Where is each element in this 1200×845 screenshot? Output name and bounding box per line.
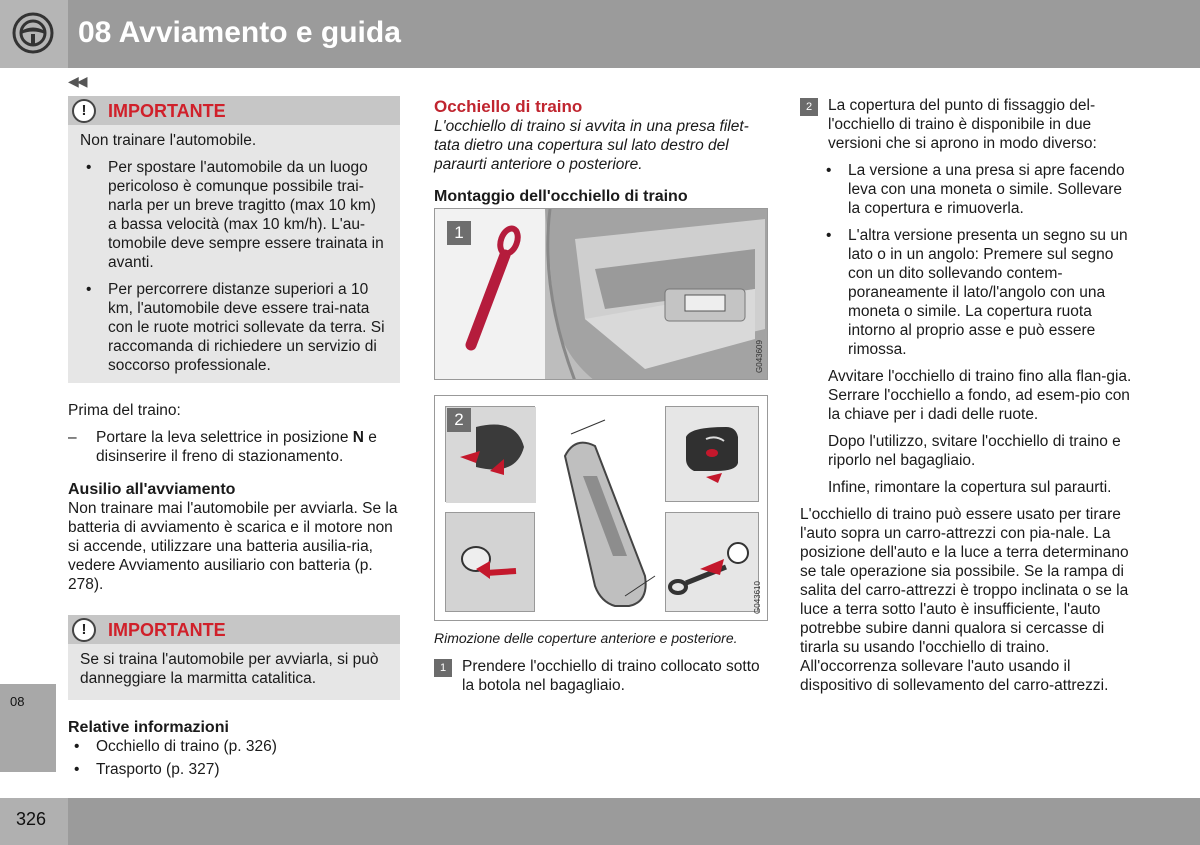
car-top-view-icon	[545, 406, 665, 616]
cover-version-list	[820, 161, 1132, 359]
figure-2	[434, 395, 768, 621]
paragraph: Avvitare l'occhiello di traino fino alla flan-gia. Serrare l'occhiello a fondo, ad esem-pio con la chiave per i dadi delle ruote.	[828, 368, 1132, 423]
important-title: IMPORTANTE	[108, 101, 226, 121]
column-left	[68, 96, 400, 779]
warning-icon: !	[72, 99, 96, 123]
steering-wheel-icon	[12, 12, 54, 54]
dash-item-pre: Portare la leva selettrice in posizione	[96, 429, 353, 446]
step-2	[800, 96, 1132, 153]
warning-icon: !	[72, 618, 96, 642]
rear-cover-illustration	[666, 407, 760, 503]
related-link[interactable]: • Occhiello di traino (p. 326)	[68, 737, 400, 756]
bullet-item: • La versione a una presa si apre facendo leva con una moneta o simile. Sollevare la copertura e rimuoverla.	[820, 161, 1132, 218]
front-eye-illustration	[446, 513, 536, 613]
important-header	[68, 615, 400, 644]
bullet-item: • L'altra versione presenta un segno su un lato o in un angolo: Premere sul segno con un dito sollevando contem-poraneamente il lato/l'angolo con una moneta o simile. La copertura ruota intorno al proprio asse e può essere rimossa.	[820, 226, 1132, 359]
bullet-item: • Per percorrere distanze superiori a 10 km, l'automobile deve essere trai-nata con le ruote motrici sollevate da terra. Si raccomanda di richiedere un servizio di soccorso professionale.	[80, 280, 388, 375]
start-help-heading: Ausilio all'avviamento	[68, 481, 236, 498]
column-right	[800, 96, 1132, 695]
important-box-1	[68, 96, 400, 383]
front-eye-panel	[445, 512, 535, 612]
step-text: Prendere l'occhiello di traino collocato sotto la botola nel bagagliaio.	[462, 658, 760, 694]
paragraph: Dopo l'utilizzo, svitare l'occhiello di traino e riporlo nel bagagliaio.	[828, 433, 1121, 469]
figure-number: 2	[447, 408, 471, 432]
section-title: Occhiello di traino	[434, 97, 583, 116]
paragraph: L'occhiello di traino può essere usato per tirare l'auto sopra un carro-attrezzi con pia-nale. La posizione dell'auto e la luce a terra determinano se tale operazione sia possibile. Se la rampa di salita del carro-attrezzi è troppo inclinata o se la luce a terra sotto l'auto è insufficiente, l'auto potrebbe subire danni qualora si cercasse di tirarla su usando l'occhiello di traino. All'occorrenza sollevare l'auto usando il dispositivo di sollevamento del carro-attrezzi.	[800, 506, 1129, 694]
gear-n: N	[352, 429, 364, 446]
figure-code: G043609	[754, 340, 764, 373]
related-heading: Relative informazioni	[68, 719, 229, 736]
important-text: Se si traina l'automobile per avviarla, si può danneggiare la marmitta catalitica.	[80, 651, 379, 687]
related-list	[68, 737, 400, 779]
important-box-2	[68, 615, 400, 700]
related-link[interactable]: • Trasporto (p. 327)	[68, 760, 400, 779]
step-number: 2	[800, 98, 818, 116]
chapter-tab[interactable]	[0, 684, 56, 772]
important-header	[68, 96, 400, 125]
start-help-text: Non trainare mai l'automobile per avviarla. Se la batteria di avviamento è scarica e il motore non si accende, utilizzare una batteria ausilia-ria, vedere Avviamento ausiliario con batteria (p. 278).	[68, 500, 398, 593]
column-middle	[434, 96, 768, 695]
back-arrows-icon[interactable]: ◀◀	[68, 73, 86, 89]
dash-item	[68, 428, 400, 466]
page-number: 326	[16, 809, 47, 829]
figure-caption: Rimozione delle coperture anteriore e posteriore.	[434, 630, 738, 646]
paragraph: Infine, rimontare la copertura sul paraurti.	[828, 479, 1112, 496]
important-body	[68, 125, 400, 383]
figure-number: 1	[447, 221, 471, 245]
side-strip	[0, 68, 68, 798]
step-1	[434, 657, 768, 695]
towing-eye-icon	[449, 219, 539, 369]
chapter-title: 08 Avviamento e guida	[78, 16, 401, 49]
rear-eye-illustration	[666, 513, 760, 613]
rear-cover-panel	[665, 406, 759, 502]
header-icon-tab	[0, 0, 68, 68]
mount-heading: Montaggio dell'occhiello di traino	[434, 188, 688, 205]
important-bullets	[80, 158, 388, 375]
important-intro: Non trainare l'automobile.	[80, 132, 257, 149]
before-towing-text: Prima del traino:	[68, 402, 181, 419]
step-text: La copertura del punto di fissaggio del-l'occhiello di traino è disponibile in due versioni che si aprono in modo diverso:	[828, 97, 1097, 152]
chapter-tab-label: 08	[10, 694, 25, 709]
step-number: 1	[434, 659, 452, 677]
bullet-item: • Per spostare l'automobile da un luogo pericoloso è comunque possibile trai-narla per un breve tragitto (max 10 km) a bassa velocità (max 10 km/h). L'au-tomobile deve sempre essere trainata in avanti.	[80, 158, 388, 272]
figure-code: G043610	[752, 581, 762, 614]
important-title: IMPORTANTE	[108, 620, 226, 640]
page-header	[0, 0, 1200, 68]
rear-eye-panel	[665, 512, 759, 612]
dash-item-post: e disinserire il freno di stazionamento.	[96, 429, 377, 465]
page-footer	[0, 798, 1200, 845]
section-intro: L'occhiello di traino si avvita in una presa filet-tata dietro una copertura sul lato destro del paraurti anteriore o posteriore.	[434, 118, 749, 173]
figure-1	[434, 208, 768, 380]
page-number-tab	[0, 798, 68, 845]
important-body	[68, 644, 400, 700]
